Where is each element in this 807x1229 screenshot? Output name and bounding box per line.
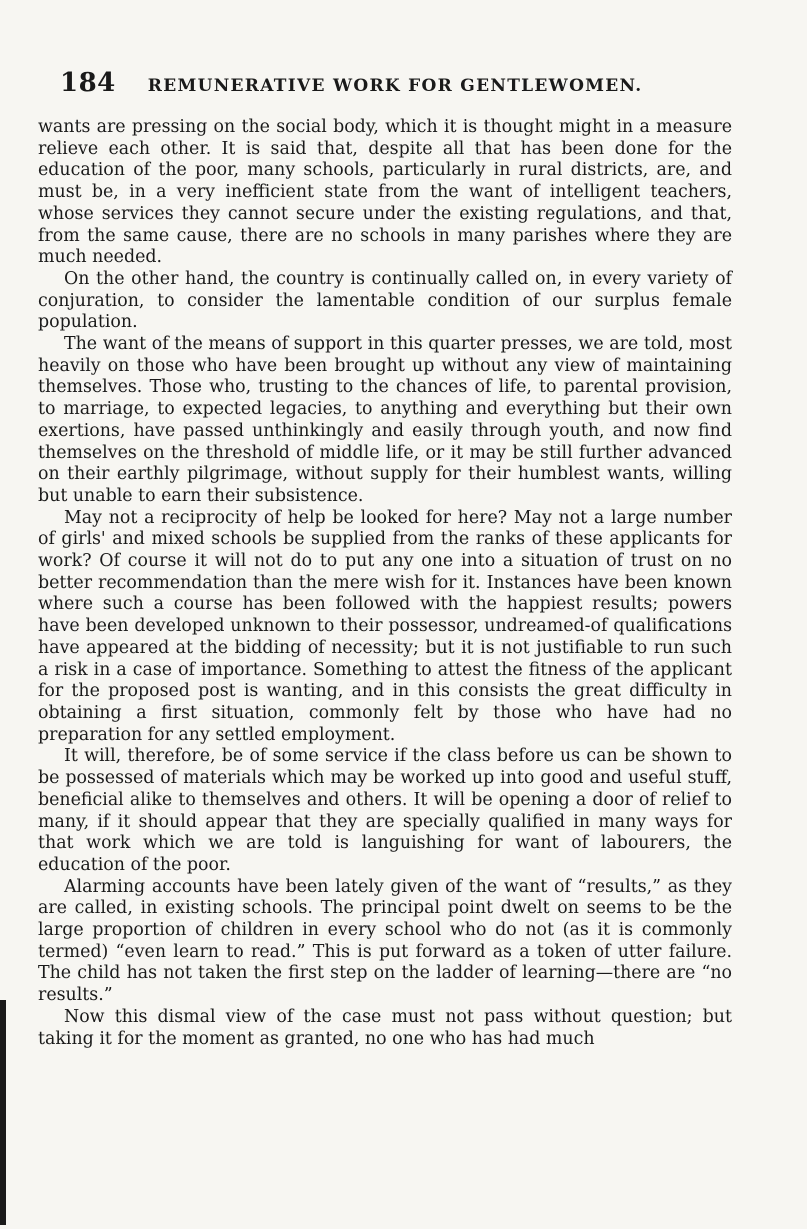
running-title: REMUNERATIVE WORK FOR GENTLEWOMEN. bbox=[147, 76, 643, 96]
page-body bbox=[38, 117, 732, 1050]
paragraph: May not a reciprocity of help be looked for here? May not a large number of girls' and mixed schools be supplied from the ranks of these applicants for work? Of course it will not do to put any one into a situation of trust on no better recommendation than the mere wish for it. Instances have been known where such a course has been followed with the happiest results; powers have been developed unknown to their possessor, undreamed-of qualifications have appeared at the bidding of necessity; but it is not justifiable to run such a risk in a case of importance. Something to attest the fitness of the applicant for the proposed post is wanting, and in this consists the great difficulty in obtaining a first situation, commonly felt by those who have had no preparation for any settled employment. bbox=[38, 507, 732, 745]
paragraph: It will, therefore, be of some service if the class before us can be shown to be possessed of materials which may be worked up into good and useful stuff, beneficial alike to themselves and others. It will be opening a door of relief to many, if it should appear that they are specially qualified in many ways for that work which we are told is languishing for want of labourers, the education of the poor. bbox=[38, 746, 732, 875]
page-header bbox=[60, 68, 740, 108]
paragraph: Alarming accounts have been lately given of the want of “results,” as they are called, in existing schools. The principal point dwelt on seems to be the large proportion of children in every school who do not (as it is commonly termed) “even learn to read.” This is put forward as a token of utter failure. The child has not taken the first step on the ladder of learning—there are “no results.” bbox=[38, 876, 732, 1006]
page-number: 184 bbox=[60, 68, 116, 98]
binding-edge bbox=[0, 1000, 6, 1225]
paragraph: On the other hand, the country is continually called on, in every variety of conjuration, to consider the lamentable condition of our surplus female population. bbox=[38, 268, 732, 333]
paragraph: Now this dismal view of the case must not pass without question; but taking it for the moment as granted, no one who has had much bbox=[38, 1006, 732, 1049]
paragraph: The want of the means of support in this quarter presses, we are told, most heavily on those who have been brought up without any view of maintaining themselves. Those who, trusting to the chances of life, to parental provision, to marriage, to expected legacies, to anything and everything but their own exertions, have passed unthinkingly and easily through youth, and now find themselves on the threshold of middle life, or it may be still further advanced on their earthly pilgrimage, without supply for their humblest wants, willing but unable to earn their subsistence. bbox=[38, 334, 732, 506]
paragraph: wants are pressing on the social body, which it is thought might in a measure relieve each other. It is said that, despite all that has been done for the education of the poor, many schools, particularly in rural districts, are, and must be, in a very inefficient state from the want of intelligent teachers, whose services they cannot secure under the existing regulations, and that, from the same cause, there are no schools in many parishes where they are much needed. bbox=[38, 117, 732, 268]
